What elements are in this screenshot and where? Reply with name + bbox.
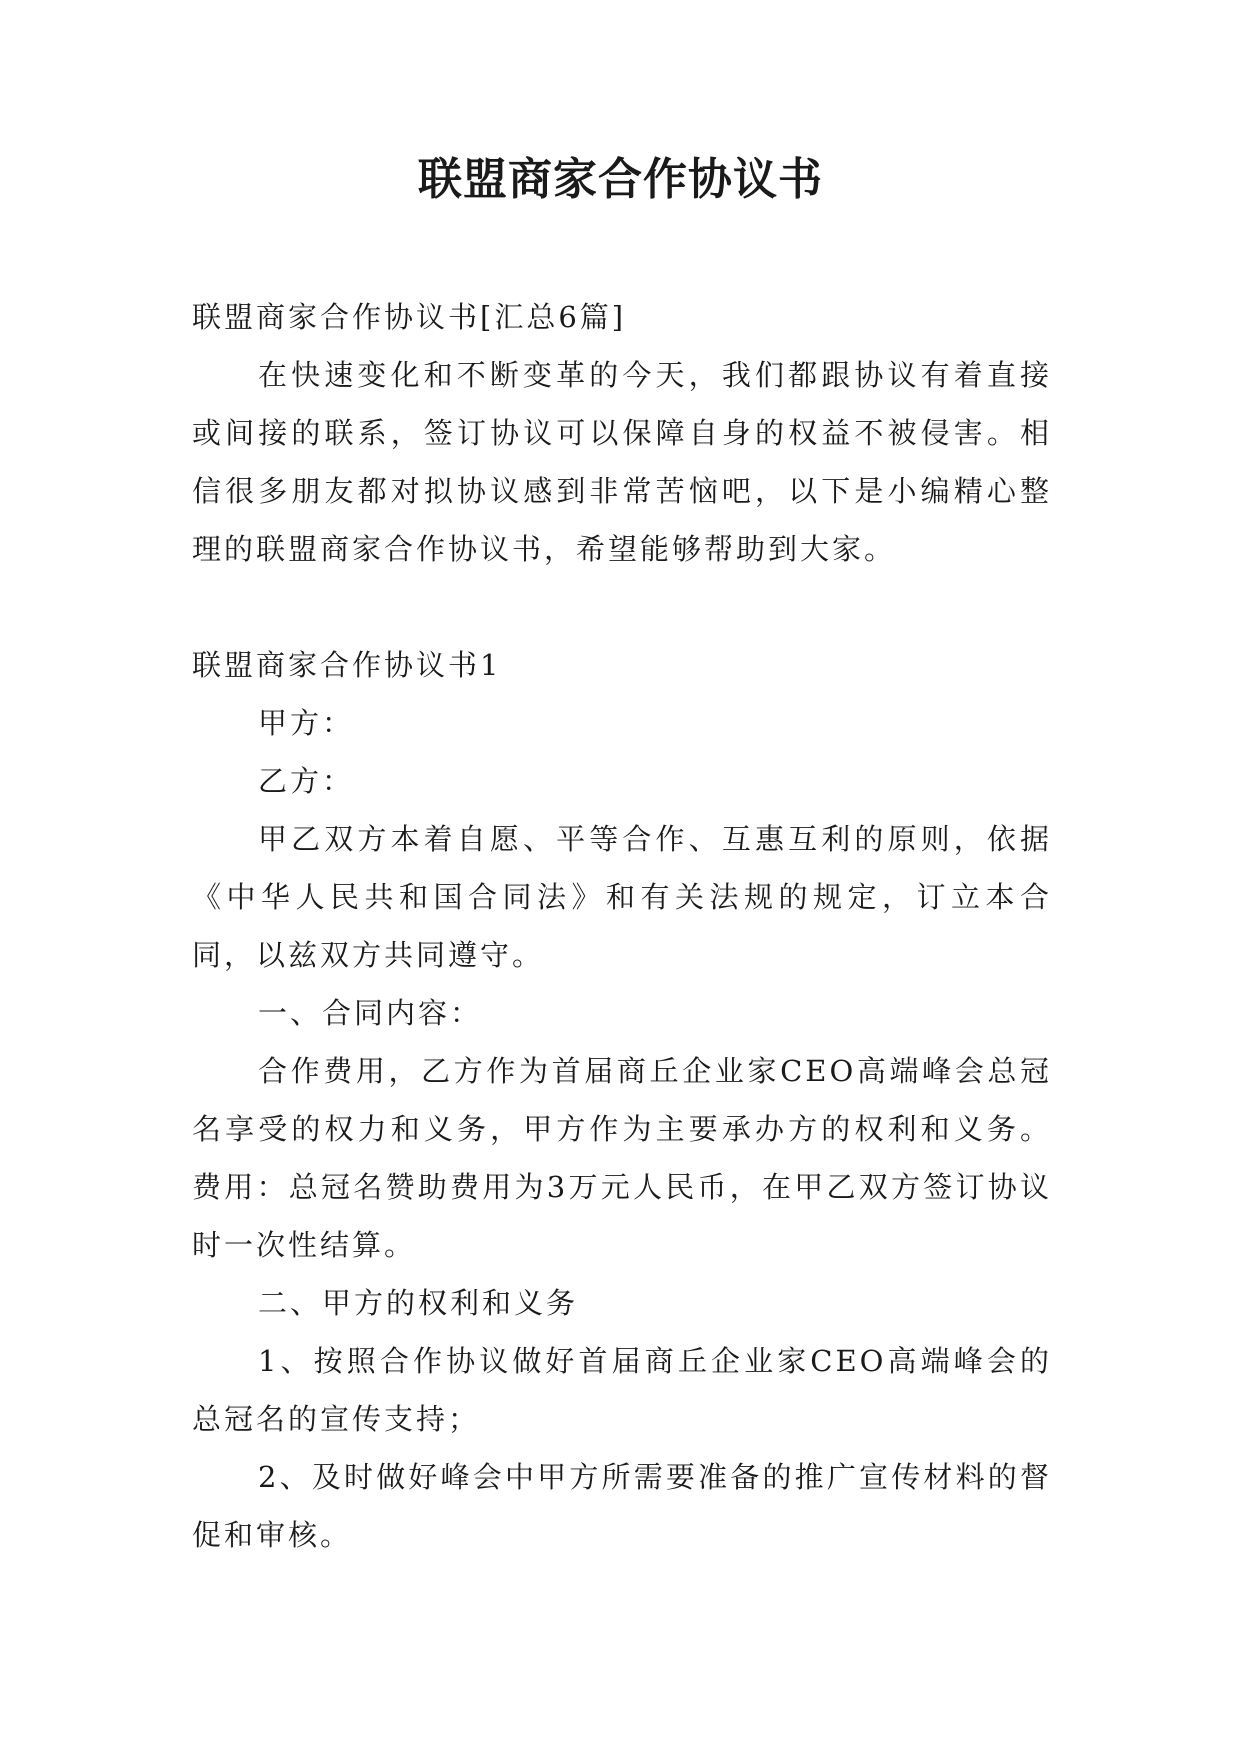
clause-1-heading: 一、合同内容： <box>258 996 483 1030</box>
clause-2-heading: 二、甲方的权利和义务 <box>258 1286 579 1320</box>
paragraph-gap <box>192 578 1052 636</box>
document-subtitle: 联盟商家合作协议书[汇总6篇] <box>192 300 627 334</box>
clause-1-body: 合作费用，乙方作为首届商丘企业家CEO高端峰会总冠名享受的权力和义务，甲方作为主要承办方的权利和义务。费用：总冠名赞助费用为3万元人民币，在甲乙双方签订协议时一次性结算。 <box>192 1054 1052 1262</box>
section-heading: 联盟商家合作协议书1 <box>192 648 502 682</box>
clause-2-item-1: 1、按照合作协议做好首届商丘企业家CEO高端峰会的总冠名的宣传支持； <box>192 1344 1052 1436</box>
party-b-label: 乙方： <box>258 764 355 798</box>
document-title: 联盟商家合作协议书 <box>418 154 823 205</box>
clause-2-item-2: 2、及时做好峰会中甲方所需要准备的推广宣传材料的督促和审核。 <box>192 1460 1052 1552</box>
intro-paragraph: 在快速变化和不断变革的今天，我们都跟协议有着直接或间接的联系，签订协议可以保障自身的权益不被侵害。相信很多朋友都对拟协议感到非常苦恼吧，以下是小编精心整理的联盟商家合作协议书，希望能够帮助到大家。 <box>192 358 1052 566</box>
document-body <box>192 288 1052 1564</box>
preamble-paragraph: 甲乙双方本着自愿、平等合作、互惠互利的原则，依据《中华人民共和国合同法》和有关法规的规定，订立本合同，以兹双方共同遵守。 <box>192 822 1052 972</box>
party-a-label: 甲方： <box>258 706 355 740</box>
